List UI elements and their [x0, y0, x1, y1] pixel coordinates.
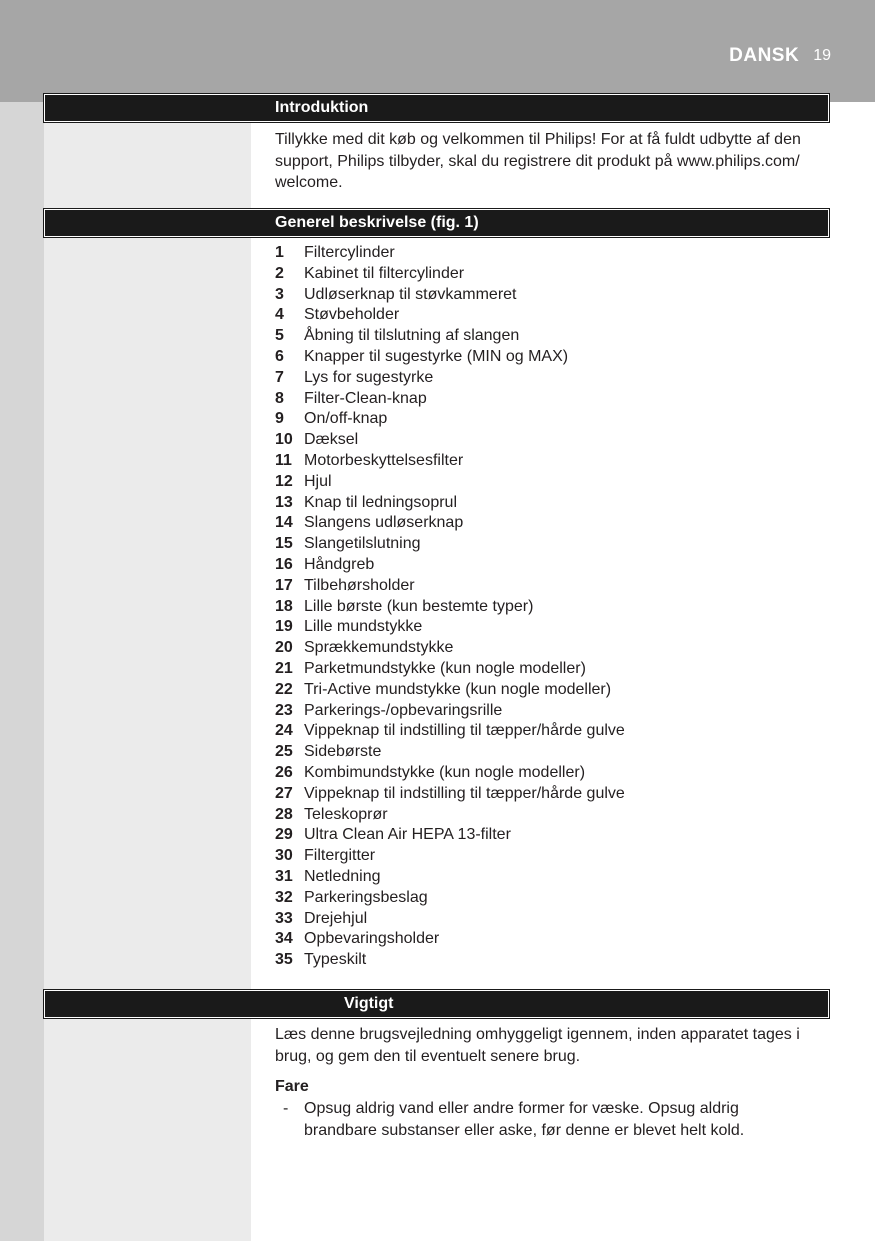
- parts-list-item: [275, 888, 831, 909]
- parts-list-item: [275, 909, 831, 930]
- parts-list-item: [275, 846, 831, 867]
- intro-line: support, Philips tilbyder, skal du registrere dit produkt på www.philips.com/: [275, 152, 800, 170]
- item-number: 2: [275, 264, 284, 282]
- parts-list-item: [275, 784, 831, 805]
- intro-margin-block: [44, 123, 251, 208]
- parts-list-item: [275, 597, 831, 618]
- item-number: 19: [275, 618, 293, 636]
- item-number: 34: [275, 930, 293, 948]
- item-label: On/off-knap: [304, 410, 388, 428]
- important-paragraph: [275, 1024, 831, 1067]
- general-margin-block: [44, 238, 251, 989]
- item-label: Sprækkemundstykke: [304, 639, 454, 657]
- item-number: 29: [275, 826, 293, 844]
- item-label: Vippeknap til indstilling til tæpper/hårde gulve: [304, 784, 625, 802]
- item-label: Knap til ledningsoprul: [304, 493, 457, 511]
- item-label: Tri-Active mundstykke (kun nogle modeller): [304, 680, 612, 698]
- parts-list-item: [275, 617, 831, 638]
- item-label: Opbevaringsholder: [304, 930, 440, 948]
- page-number: 19: [813, 47, 831, 64]
- important-margin-block: [44, 1019, 251, 1241]
- parts-list-item: [275, 763, 831, 784]
- parts-list-item: [275, 721, 831, 742]
- item-label: Dæksel: [304, 431, 359, 449]
- parts-list-item: [275, 805, 831, 826]
- item-number: 6: [275, 347, 284, 365]
- item-number: 15: [275, 535, 293, 553]
- parts-list-item: [275, 555, 831, 576]
- parts-list: [275, 243, 831, 971]
- item-number: 14: [275, 514, 293, 532]
- parts-list-item: [275, 534, 831, 555]
- parts-list-item: [275, 867, 831, 888]
- parts-list-item: [275, 243, 831, 264]
- intro-line: Tillykke med dit køb og velkommen til Philips! For at få fuldt udbytte af den: [275, 131, 801, 148]
- parts-list-item: [275, 409, 831, 430]
- item-number: 24: [275, 722, 293, 740]
- section-title-important: Vigtigt: [344, 995, 394, 1012]
- item-label: Lys for sugestyrke: [304, 368, 434, 386]
- item-label: Håndgreb: [304, 555, 375, 573]
- item-number: 22: [275, 680, 293, 698]
- item-label: Hjul: [304, 472, 332, 490]
- item-label: Lille mundstykke: [304, 618, 423, 636]
- parts-list-item: [275, 659, 831, 680]
- item-label: Slangens udløserknap: [304, 514, 464, 532]
- parts-list-item: [275, 285, 831, 306]
- important-line: Læs denne brugsvejledning omhyggeligt igennem, inden apparatet tages i: [275, 1026, 800, 1043]
- parts-list-item: [275, 347, 831, 368]
- parts-list-item: [275, 264, 831, 285]
- parts-list-item: [275, 493, 831, 514]
- item-number: 5: [275, 327, 284, 345]
- item-label: Kombimundstykke (kun nogle modeller): [304, 763, 586, 781]
- item-label: Slangetilslutning: [304, 535, 421, 553]
- section-title-intro: Introduktion: [275, 99, 369, 116]
- section-bar-intro: [44, 94, 829, 122]
- item-label: Lille børste (kun bestemte typer): [304, 597, 534, 615]
- item-number: 4: [275, 306, 284, 324]
- item-label: Typeskilt: [304, 951, 367, 969]
- parts-list-item: [275, 638, 831, 659]
- parts-list-item: [275, 472, 831, 493]
- item-number: 27: [275, 784, 293, 802]
- parts-list-item: [275, 451, 831, 472]
- intro-line: welcome.: [275, 174, 343, 191]
- item-label: Knapper til sugestyrke (MIN og MAX): [304, 347, 569, 365]
- language-label: DANSK: [729, 45, 800, 66]
- item-number: 11: [275, 451, 292, 469]
- item-label: Parketmundstykke (kun nogle modeller): [304, 659, 586, 677]
- item-number: 28: [275, 805, 293, 823]
- danger-subheading: Fare: [275, 1078, 309, 1095]
- item-label: Parkerings-/opbevaringsrille: [304, 701, 503, 719]
- item-number: 30: [275, 847, 293, 865]
- item-number: 17: [275, 576, 293, 594]
- item-number: 13: [275, 493, 293, 511]
- item-number: 12: [275, 472, 293, 490]
- item-number: 31: [275, 867, 293, 885]
- parts-list-item: [275, 430, 831, 451]
- item-number: 21: [275, 659, 293, 677]
- item-number: 25: [275, 743, 293, 761]
- item-label: Motorbeskyttelsesfilter: [304, 451, 464, 469]
- parts-list-item: [275, 680, 831, 701]
- danger-bullet: [283, 1098, 833, 1141]
- item-number: 26: [275, 763, 293, 781]
- item-number: 10: [275, 431, 293, 449]
- item-number: 20: [275, 639, 293, 657]
- parts-list-item: [275, 305, 831, 326]
- item-label: Filtercylinder: [304, 244, 395, 261]
- parts-list-item: [275, 368, 831, 389]
- item-number: 1: [275, 244, 284, 261]
- intro-paragraph: [275, 129, 831, 194]
- section-title-general: Generel beskrivelse (fig. 1): [275, 214, 479, 231]
- item-label: Vippeknap til indstilling til tæpper/hårde gulve: [304, 722, 625, 740]
- item-label: Åbning til tilslutning af slangen: [304, 327, 520, 345]
- item-number: 3: [275, 285, 284, 303]
- item-number: 18: [275, 597, 293, 615]
- parts-list-item: [275, 513, 831, 534]
- item-number: 33: [275, 909, 293, 927]
- item-label: Netledning: [304, 867, 381, 885]
- item-number: 7: [275, 368, 284, 386]
- parts-list-item: [275, 950, 831, 971]
- bullet-dash: -: [283, 1100, 289, 1117]
- bullet-line: Opsug aldrig vand eller andre former for væske. Opsug aldrig: [304, 1100, 739, 1117]
- item-label: Filter-Clean-knap: [304, 389, 427, 407]
- item-number: 35: [275, 951, 293, 969]
- page-header: [729, 41, 831, 71]
- parts-list-item: [275, 825, 831, 846]
- item-label: Teleskoprør: [304, 805, 388, 823]
- item-number: 16: [275, 555, 293, 573]
- item-label: Filtergitter: [304, 847, 376, 865]
- section-bar-important: [44, 990, 829, 1018]
- item-label: Udløserknap til støvkammeret: [304, 285, 517, 303]
- item-label: Sidebørste: [304, 743, 382, 761]
- parts-list-item: [275, 576, 831, 597]
- item-label: Kabinet til filtercylinder: [304, 264, 465, 282]
- parts-list-item: [275, 701, 831, 722]
- bullet-line: brandbare substanser eller aske, før denne er blevet helt kold.: [304, 1121, 745, 1139]
- item-label: Drejehjul: [304, 909, 368, 927]
- parts-list-item: [275, 389, 831, 410]
- parts-list-item: [275, 326, 831, 347]
- parts-list-item: [275, 742, 831, 763]
- item-label: Støvbeholder: [304, 306, 400, 324]
- item-label: Parkeringsbeslag: [304, 888, 428, 906]
- item-label: Ultra Clean Air HEPA 13-filter: [304, 826, 511, 844]
- item-number: 9: [275, 410, 284, 428]
- item-number: 23: [275, 701, 293, 719]
- important-line: brug, og gem den til eventuelt senere brug.: [275, 1047, 581, 1065]
- item-number: 32: [275, 888, 293, 906]
- parts-list-item: [275, 929, 831, 950]
- section-bar-general: [44, 209, 829, 237]
- item-label: Tilbehørsholder: [304, 576, 415, 594]
- item-number: 8: [275, 389, 284, 407]
